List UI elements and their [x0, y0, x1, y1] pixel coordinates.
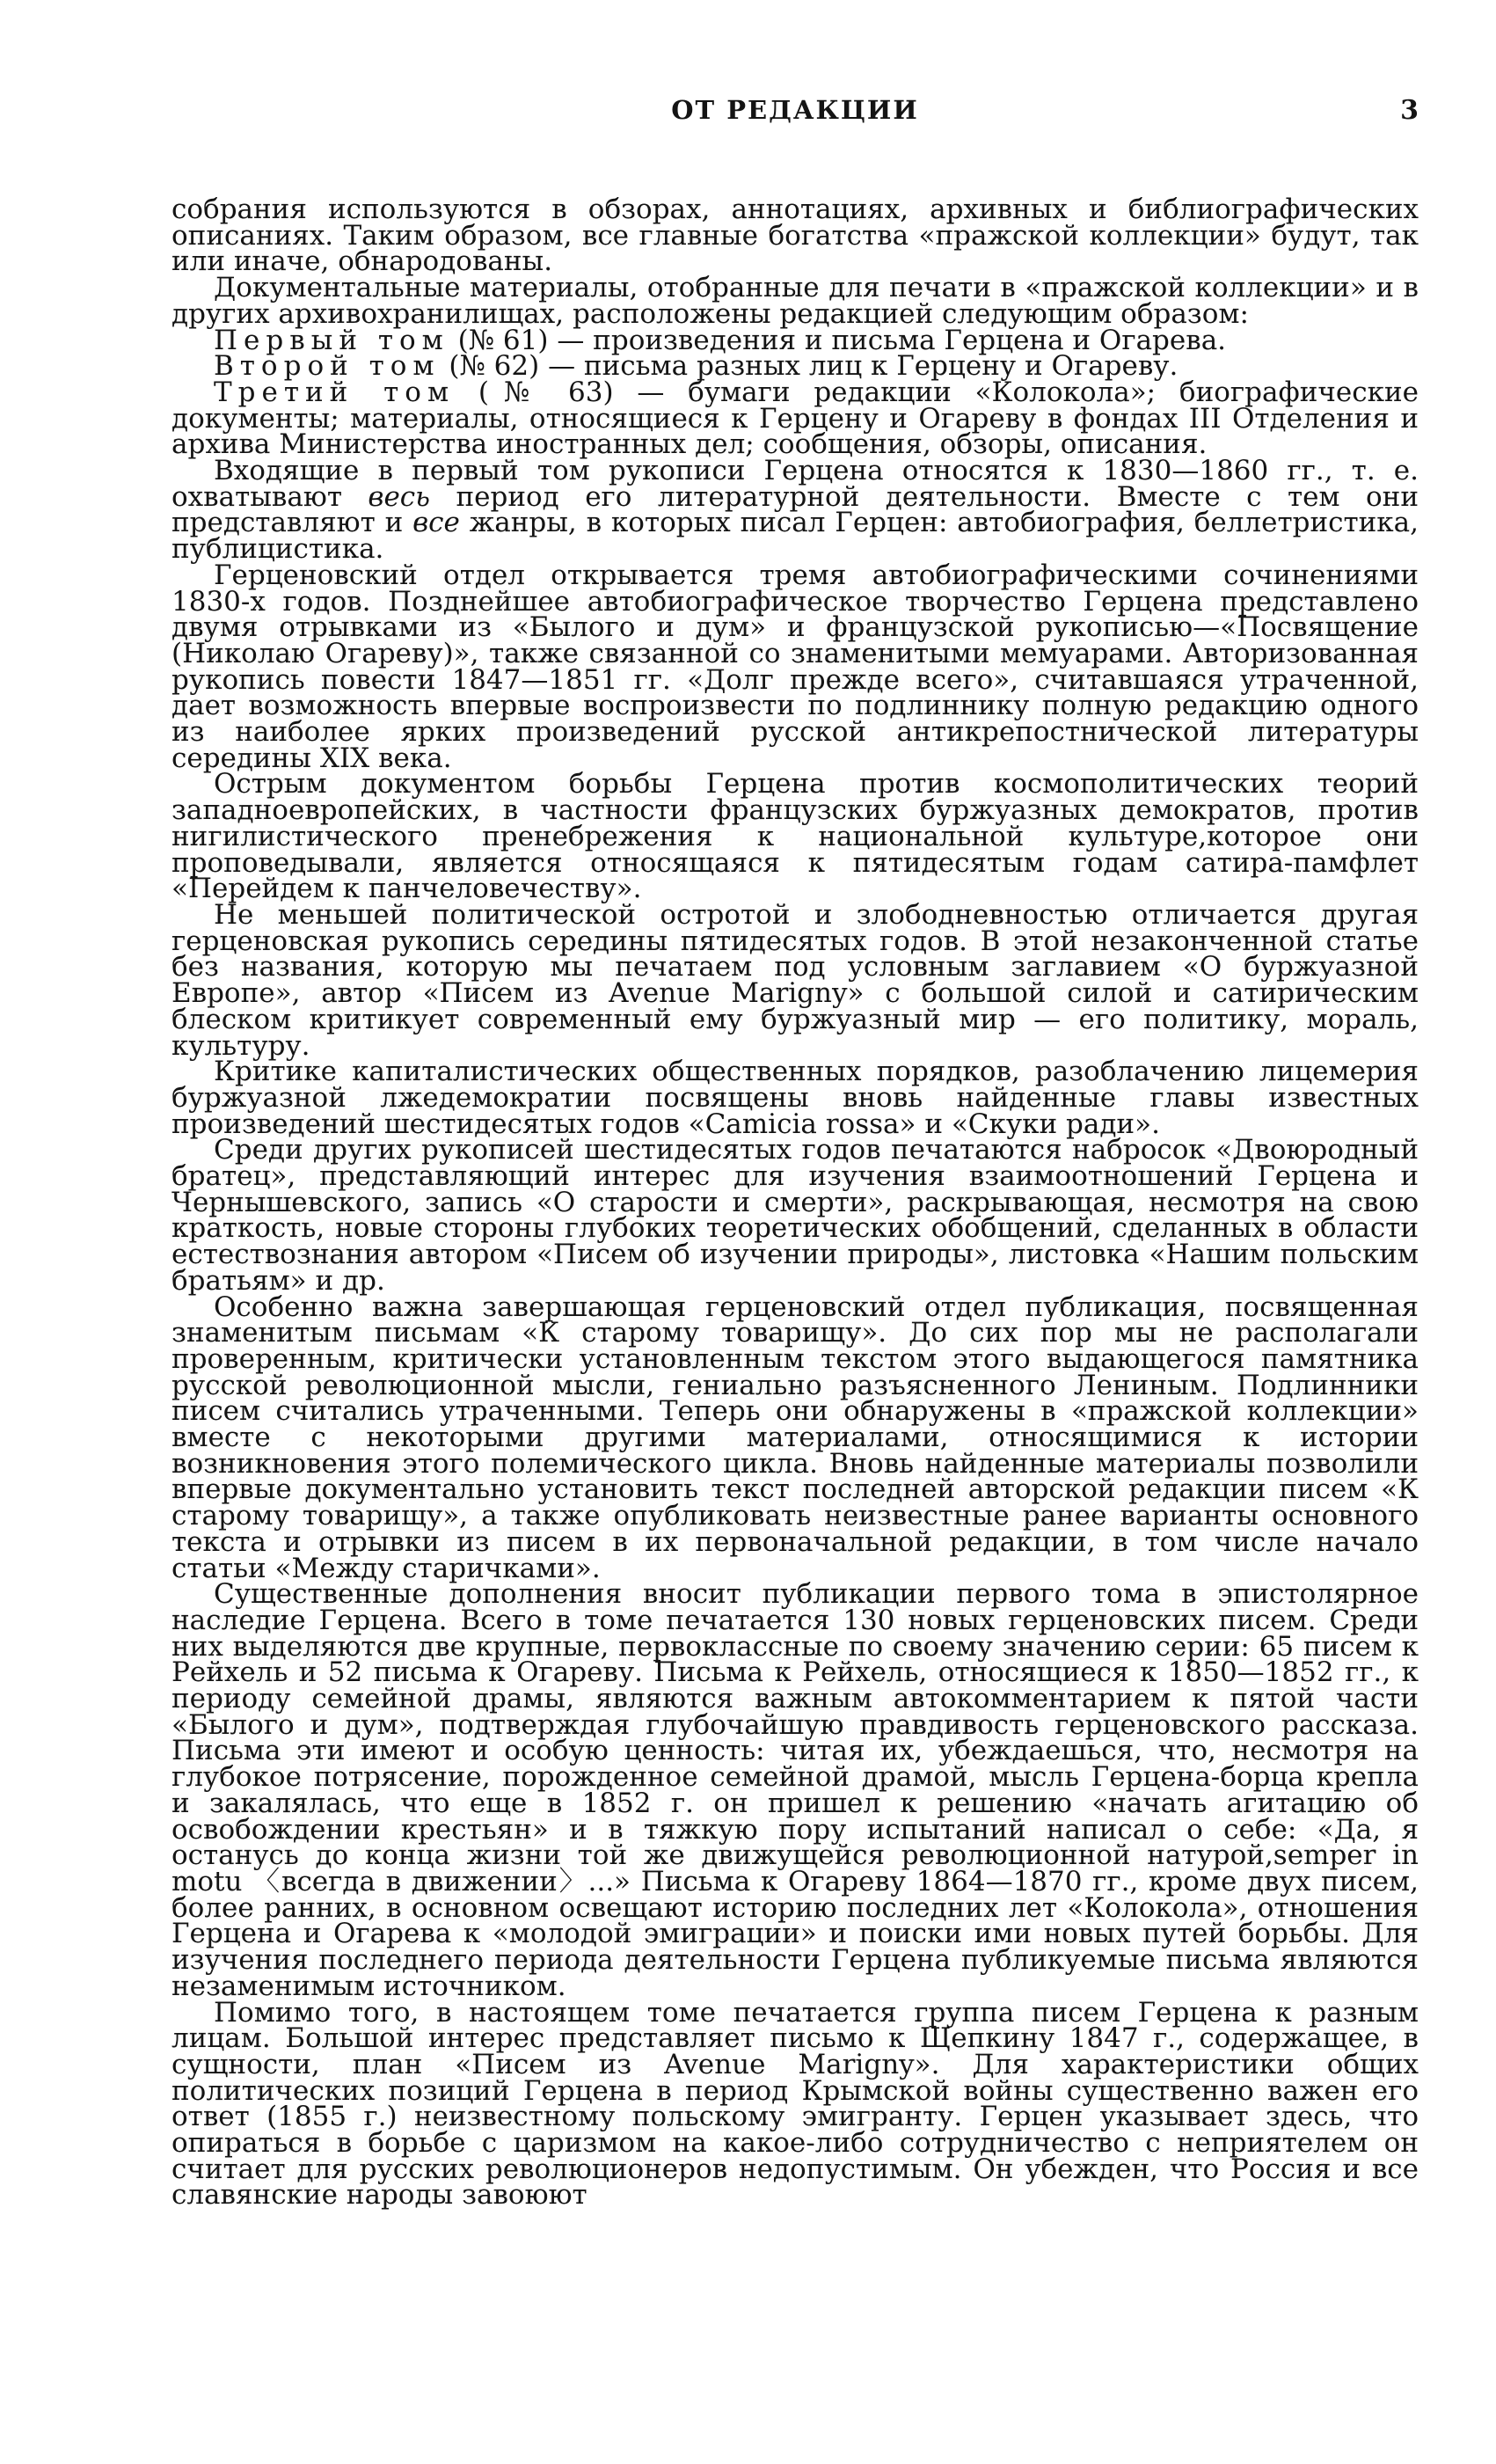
paragraph-text: Документальные материалы, отобранные для печати в «пражской коллекции» и в других архивохранилищах, расположены редакцией следующим образом: — [171, 272, 1419, 330]
paragraph-text: Существенные дополнения вносит публикации первого тома в эпистолярное наследие Герцена. Всего в томе печатается 130 новых герценовских писем. Среди них выделяются две крупные, первоклассные по своему значению серии: 65 писем к Рейхель и 52 письма к Огареву. Письма к Рейхель, относящиеся к 1850—1852 гг., к периоду семейной драмы, являются важным автокомментарием к пятой части «Былого и дум», подтверждая глубочайшую правдивость герценовского рассказа. Письма эти имеют и особую ценность: читая их, убеждаешься, что, несмотря на глубокое потрясение, порожденное семейной драмой, мысль Герцена-борца крепла и закалялась, что еще в 1852 г. он пришел к решению «начать агитацию об освобождении крестьян» и в тяжкую пору испытаний написал о себе: «Да, я останусь до конца жизни той же движущейся революционной натурой,semper in motu 〈всегда в движении〉...» Письма к Огареву 1864—1870 гг., кроме двух писем, более ранних, в основном освещают историю последних лет «Колокола», отношения Герцена и Огарева к «молодой эмиграции» и поиски ими новых путей борьбы. Для изучения последнего периода деятельности Герцена публикуемые письма являются незаменимым источником. — [171, 1578, 1419, 2002]
running-head — [171, 86, 1419, 143]
volume-3-text: (№ 63) — бумаги редакции «Колокола»; биографические документы; материалы, относящиеся к Герцену и Огареву в фондах III Отделения и архива Министерства иностранных дел; сообщения, обзоры, описания. — [171, 376, 1419, 461]
paragraph-text: Острым документом борьбы Герцена против космополитических теорий западноевропейских, в частности французских буржуазных демократов, против нигилистического пренебрежения к национальной культуре,которое они проповедывали, является относящаяся к пятидесятым годам сатира-памфлет «Перейдем к панчеловечеству». — [171, 768, 1419, 905]
paragraph-pamphlet — [171, 768, 1419, 905]
paragraph-sixties-manuscripts — [171, 1134, 1419, 1297]
book-page — [171, 86, 1419, 2426]
body-text — [171, 194, 1419, 2212]
volume-3-entry — [171, 376, 1419, 461]
paragraph-2 — [171, 272, 1419, 330]
paragraph-text: Критике капиталистических общественных порядков, разоблачению лицемерия буржуазной лжедемократии посвящены вновь найденные главы известных произведений шестидесятых годов «Camicia rossa» и «Скуки ради». — [171, 1056, 1419, 1140]
paragraph-bourgeois-europe — [171, 898, 1419, 1062]
volume-3-lead: Третий том — [214, 376, 456, 408]
volume-2-lead: Второй том — [214, 350, 441, 383]
paragraph-text: жанры, в которых писал Герцен: автобиография, беллетристика, публицистика. — [171, 507, 1419, 566]
paragraph-autobiography — [171, 559, 1419, 774]
paragraph-text: Не меньшей политической остротой и злободневностью отличается другая герценовская рукопись середины пятидесятых годов. В этой незаконченной статье без названия, которую мы печатаем под условным заглавием «О буржуазной Европе», автор «Писем из Avenue Marigny» с большой силой и сатирическим блеском критикует современный ему буржуазный мир — его политику, мораль, культуру. — [171, 898, 1419, 1062]
paragraph-text: Входящие в первый том рукописи Герцена относятся к 1830—1860 гг., т. е. охватывают — [171, 455, 1419, 513]
paragraph-text: Особенно важна завершающая герценовский отдел публикация, посвященная знаменитым письмам «К старому товарищу». До сих пор мы не располагали проверенным, критически установленным текстом этого выдающегося памятника русской революционной мысли, гениально разъясненного Лениным. Подлинники писем считались утраченными. Теперь они обнаружены в «пражской коллекции» вместе с некоторыми другими материалами, относящимися к истории возникновения этого полемического цикла. Вновь найденные материалы позволили впервые документально установить текст последней авторской редакции писем «К старому товарищу», а также опубликовать неизвестные ранее варианты основного текста и отрывки из писем в их первоначальной редакции, в том числе начало статьи «Между старичками». — [171, 1290, 1419, 1584]
paragraph-text: Среди других рукописей шестидесятых годов печатаются набросок «Двоюродный братец», представляющий интерес для изучения взаимоотношений Герцена и Чернышевского, запись «О старости и смерти», раскрывающая, несмотря на свою краткость, новые стороны глубоких теоретических обобщений, сделанных в области естествознания автором «Писем об изучении природы», листовка «Нашим польским братьям» и др. — [171, 1134, 1419, 1297]
paragraph-1 — [171, 194, 1419, 278]
page-number: 3 — [1400, 95, 1419, 126]
running-head-title: ОТ РЕДАКЦИИ — [671, 95, 919, 125]
paragraph-text: Герценовский отдел открывается тремя автобиографическими сочинениями 1830-х годов. Позднейшее автобиографическое творчество Герцена представлено двумя отрывками из «Былого и дум» и французской рукописью—«Посвящение (Николаю Огареву)», также связанной со знаменитыми мемуарами. Авторизованная рукопись повести 1847—1851 гг. «Долг прежде всего», считавшаяся утраченной, дает возможность впервые воспроизвести по подлиннику полную редакцию одного из наиболее ярких произведений русской антикрепостнической литературы середины XIX века. — [171, 559, 1419, 774]
paragraph-text: период его литературной деятельности. Вместе с тем они представляют и — [171, 480, 1419, 539]
paragraph-first-volume — [171, 455, 1419, 566]
paragraph-other-letters — [171, 1996, 1419, 2212]
volume-2-text: (№ 62) — письма разных лиц к Герцену и Огареву. — [440, 350, 1179, 383]
emphasis-ves: весь — [368, 480, 431, 513]
volume-1-text: (№ 61) — произведения и письма Герцена и Огарева. — [449, 324, 1227, 356]
paragraph-old-comrade — [171, 1290, 1419, 1584]
paragraph-critique — [171, 1056, 1419, 1140]
paragraph-text: собрания используются в обзорах, аннотациях, архивных и библиографических описаниях. Таким образом, все главные богатства «пражской коллекции» будут, так или иначе, обнародованы. — [171, 194, 1419, 278]
paragraph-letters — [171, 1578, 1419, 2002]
emphasis-vse: все — [412, 507, 460, 539]
paragraph-text: Помимо того, в настоящем томе печатается группа писем Герцена к разным лицам. Большой интерес представляет письмо к Щепкину 1847 г., содержащее, в сущности, план «Писем из Avenue Marigny». Для характеристики общих политических позиций Герцена в период Крымской войны существенно важен его ответ (1855 г.) неизвестному польскому эмигранту. Герцен указывает здесь, что опираться в борьбе с царизмом на какое-либо сотрудничество с неприятелем он считает для русских революционеров недопустимым. Он убежден, что Россия и все славянские народы завоюют — [171, 1996, 1419, 2212]
volume-1-lead: Первый том — [214, 324, 449, 356]
